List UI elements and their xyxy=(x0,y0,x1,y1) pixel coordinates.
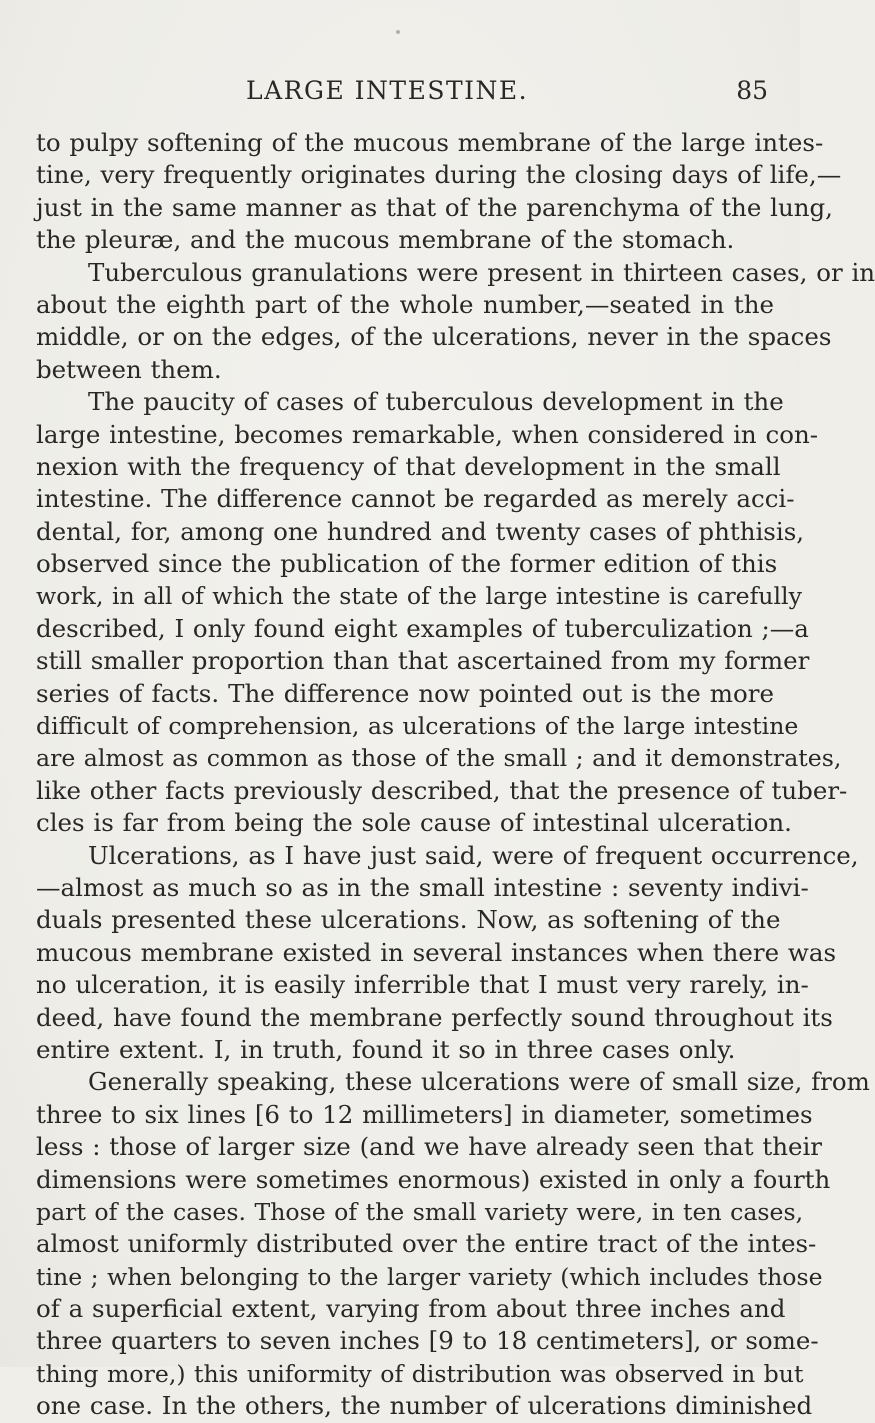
body-text xyxy=(36,127,875,1423)
text-line: tine ; when belonging to the larger variety (which includes those xyxy=(36,1262,823,1291)
text-line: described, I only found eight examples of tuberculization ;—a xyxy=(36,613,809,643)
text-line: dimensions were sometimes enormous) existed in only a fourth xyxy=(36,1164,831,1194)
text-line: middle, or on the edges, of the ulcerations, never in the spaces xyxy=(36,322,832,352)
text-line: one case. In the others, the number of ulcerations diminished xyxy=(36,1391,813,1421)
text-line: difficult of comprehension, as ulcerations of the large intestine xyxy=(36,712,799,741)
text-line: like other facts previously described, that the presence of tuber- xyxy=(36,775,848,805)
text-line: mucous membrane existed in several instances when there was xyxy=(36,937,837,967)
text-line: cles is far from being the sole cause of intestinal ulceration. xyxy=(36,808,792,838)
text-line: observed since the publication of the former edition of this xyxy=(36,549,778,579)
text-line: The paucity of cases of tuberculous development in the xyxy=(88,387,784,417)
text-line: series of facts. The difference now pointed out is the more xyxy=(36,678,774,708)
text-line: duals presented these ulcerations. Now, as softening of the xyxy=(36,905,781,935)
text-line: less : those of larger size (and we have already seen that their xyxy=(36,1132,823,1162)
text-line: almost uniformly distributed over the entire tract of the intes- xyxy=(36,1229,817,1259)
text-line: large intestine, becomes remarkable, when considered in con- xyxy=(36,419,819,449)
text-line: three quarters to seven inches [9 to 18 centimeters], or some- xyxy=(36,1326,819,1356)
text-line: dental, for, among one hundred and twenty cases of phthisis, xyxy=(36,516,805,546)
text-line: Generally speaking, these ulcerations were of small size, from xyxy=(88,1067,870,1097)
text-line: the pleuræ, and the mucous membrane of the stomach. xyxy=(36,225,735,255)
text-line: work, in all of which the state of the large intestine is carefully xyxy=(36,582,802,611)
text-line: to pulpy softening of the mucous membrane of the large intes- xyxy=(36,128,824,157)
text-line: just in the same manner as that of the parenchyma of the lung, xyxy=(36,192,833,222)
text-line: Tuberculous granulations were present in thirteen cases, or in xyxy=(88,257,875,287)
text-line: thing more,) this uniformity of distribution was observed in but xyxy=(36,1359,804,1388)
text-line: between them. xyxy=(36,354,222,384)
text-line: Ulcerations, as I have just said, were of frequent occurrence, xyxy=(88,840,859,870)
paper-speck xyxy=(396,30,400,34)
text-line: still smaller proportion than that ascertained from my former xyxy=(36,646,810,676)
text-line: entire extent. I, in truth, found it so in three cases only. xyxy=(36,1034,736,1064)
text-line: about the eighth part of the whole number,—seated in the xyxy=(36,289,774,319)
text-line: no ulceration, it is easily inferrible that I must very rarely, in- xyxy=(36,970,809,1000)
page-number: 85 xyxy=(736,76,768,105)
text-line: are almost as common as those of the small ; and it demonstrates, xyxy=(36,744,842,773)
text-line: part of the cases. Those of the small variety were, in ten cases, xyxy=(36,1197,804,1226)
page-header xyxy=(0,76,800,112)
text-line: nexion with the frequency of that development in the small xyxy=(36,451,781,481)
text-line: tine, very frequently originates during the closing days of life,— xyxy=(36,160,842,190)
text-line: intestine. The difference cannot be regarded as merely acci- xyxy=(36,484,795,514)
text-line: three to six lines [6 to 12 millimeters] in diameter, sometimes xyxy=(36,1099,813,1129)
text-line: —almost as much so as in the small intestine : seventy indivi- xyxy=(36,872,809,902)
text-line: deed, have found the membrane perfectly sound throughout its xyxy=(36,1002,833,1032)
running-title: LARGE INTESTINE. xyxy=(246,76,529,105)
text-line: of a superficial extent, varying from about three inches and xyxy=(36,1294,786,1324)
